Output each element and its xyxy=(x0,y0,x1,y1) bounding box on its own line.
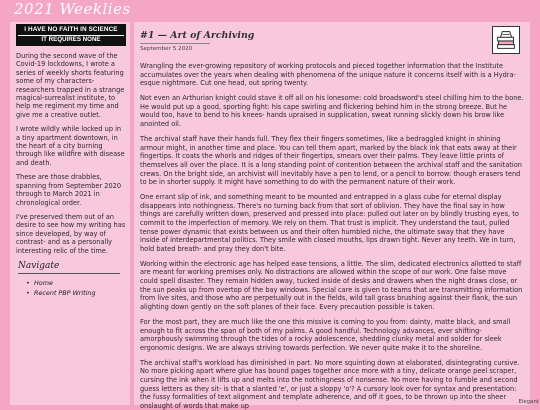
post-paragraph: One errant slip of ink, and something meant to be mounted and entrapped in a glass cube for eternal display disappears into nothingness. There's no turning back from that sort of oblivion. They have the final say in how things are carefully written down, preserved and pressed into place: pulled out later on by blindly trusting eyes, to commit to the imperfection of memory. We rely on them. That trust is implicit. They understand the taut, pulled tense power dynamic that exists between us and their often humbled niche, the ultimate sway that they have inside of interdepartmental politics. They smile with closed mouths, lips drawn tight. Never any teeth. We in turn, hold bated breath- and pray they don't bite. xyxy=(140,193,519,253)
post-paragraph: Wrangling the ever-growing repository of working protocols and pieced together information that the Institute accumulates over the years when dealing with phenomena of the unique nature it concerns itself with is a Hydra-esque nightmare. Cut one head, out spring twenty. xyxy=(140,62,516,88)
post-paragraph: The archival staff have their hands full. They flex their fingers sometimes, like a bedraggled knight in shining armour might, in another time and place. You can tell them apart, marked by the black ink that eats away at their fingertips. It coats the whorls and ridges of their fingertips, smears over their palms. They leave little prints of themselves all over the place. It is a long standing point of contention between the archival staff and the sanitation crews. On the bright side, an archivist will inevitably have a pen to lend, or a pencil to borrow: though erasers tend to be in shorter supply. It might have something to do with the permanent nature of their work. xyxy=(140,135,522,187)
sidebar-badge xyxy=(16,24,126,46)
sidebar-paragraph: These are those drabbles, spanning from September 2020 through to March 2021 in chronological order. xyxy=(16,173,122,207)
badge-line-2: IT REQUIRES NONE xyxy=(18,35,124,44)
sidebar-paragraph: I've preserved them out of an desire to see how my writing has since developed, by way of contrast- and as a personally interesting relic of the time. xyxy=(16,212,126,255)
badge-line-1: I HAVE NO FAITH IN SCIENCE xyxy=(24,26,118,33)
post-paragraph: For the most part, they are much like the one this missive is coming to you from: dainty, matte black, and small enough to fit across the span of both of my palms. A good handful. Technology advances, ever shifting- amorphously swimming through the tides of a rocky adolescence, shedding clunky metal and solder for sleek ergonomic designs. We are always striving towards perfection. We never quite make it to the shoreline. xyxy=(140,317,511,352)
nav-heading: Navigate xyxy=(18,260,60,271)
post-title[interactable]: #1 — Art of Archiving xyxy=(140,30,255,41)
post-date: September 5 2020 xyxy=(140,46,193,52)
sidebar-paragraph: During the second wave of the Covid-19 lockdowns, I wrote a series of weekly shorts featuring some of my characters- researchers trapped in a strange magical-surrealist institute, to help me regiment my time and give me a creative outlet. xyxy=(16,52,125,119)
site-title[interactable]: 2021 Weeklies xyxy=(14,0,131,18)
post-paragraph: The archival staff's workload has diminished in part. No more squinting down at elaborated, disintegrating cursive. No more picking apart where glue has bound pages together once more with a tiny, delicate orange peel scraper, cursing the ink when it lifts up and melts into the nothingness of nonsense. No more having to fumble and second guess letters as they sit- is that a slanted 'e', or just a sloppy 'o'? A cursory look over for syntax and presentation: the fussy formalities of text alignment and template adherence, and off it goes, to be thrown up into the sheer onslaught of words that make up xyxy=(140,358,520,410)
book-stack-icon xyxy=(492,26,520,54)
post xyxy=(134,22,530,410)
post-paragraph: Not even an Arthurian knight could stave it off all on his lonesome: cold broadsword's steel chilling him to the bone. He would put up a good, sporting fight: his cape swirling and flickering behind him in the strong breeze. But he would too, have to bend to his knees- hands upraised in supplication, sweat running slickly down his brow like anointed oil. xyxy=(140,94,524,129)
theme-credit[interactable]: Elegant xyxy=(518,399,539,405)
post-paragraph: Working within the electronic age has helped ease tensions, a little. The slim, dedicated electronics allotted to staff are meant for working premises only. No distractions are allowed within the scope of our work. One false move could spell disaster. They remain hidden away, tucked inside of desks and drawers when the night draws close, or the sun peaks up from overtop of the bay windows. Special care is given to teams that are transmitting information from live sites, and those who are perpetually out in the fields, wild tall grass brushing against their flank, the sun alighting down gently on the soft planes of their face. Every precaution possible is taken. xyxy=(140,259,523,311)
nav-item-recent-pbp-writing[interactable]: • Recent PBP Writing xyxy=(26,288,126,298)
sidebar xyxy=(10,22,130,405)
sidebar-paragraph: I wrote wildly while locked up in a tiny apartment downtown, in the heart of a city burning through like wildfire with disease and death. xyxy=(16,125,125,167)
nav-item-home[interactable]: • Home xyxy=(26,278,126,288)
sidebar-nav xyxy=(26,278,126,298)
post-title-underline xyxy=(140,43,210,44)
nav-divider xyxy=(18,273,120,274)
